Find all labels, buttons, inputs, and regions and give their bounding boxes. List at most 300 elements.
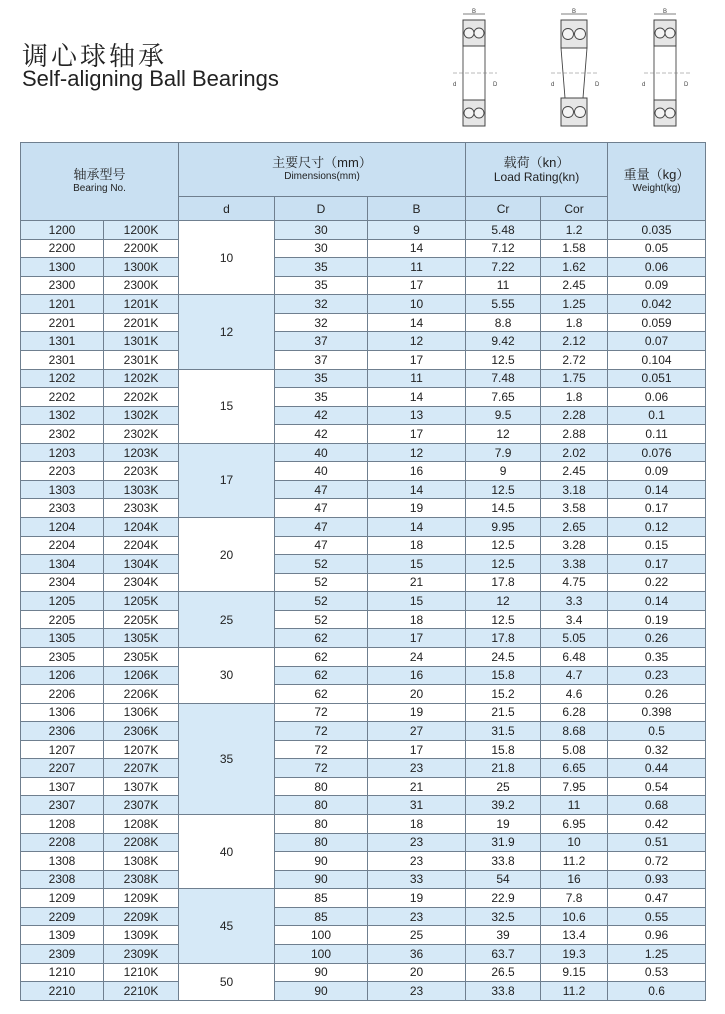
cell-width-B: 12: [368, 443, 466, 462]
cell-bearing-no-k: 1301K: [104, 332, 179, 351]
cell-outer-diameter-D: 90: [275, 852, 368, 871]
cell-load-cr: 63.7: [466, 944, 541, 963]
table-row: [21, 722, 706, 741]
cell-load-cor: 9.15: [541, 963, 608, 982]
cell-weight: 0.19: [608, 610, 706, 629]
header-cr: Cr: [466, 197, 541, 221]
bearing-drawing-3: [640, 6, 702, 136]
table-row: [21, 703, 706, 722]
cell-weight: 0.26: [608, 685, 706, 704]
cell-outer-diameter-D: 80: [275, 796, 368, 815]
table-row: [21, 592, 706, 611]
cell-bearing-no-k: 2309K: [104, 944, 179, 963]
table-row: [21, 647, 706, 666]
cell-load-cor: 5.05: [541, 629, 608, 648]
dim-d-label: d: [453, 82, 457, 88]
cell-width-B: 15: [368, 555, 466, 574]
cell-bearing-no: 1309: [21, 926, 104, 945]
cell-load-cr: 9: [466, 462, 541, 481]
cell-weight: 0.09: [608, 462, 706, 481]
cell-width-B: 11: [368, 369, 466, 388]
cell-bearing-no-k: 1203K: [104, 443, 179, 462]
cell-bearing-no-k: 1300K: [104, 258, 179, 277]
cell-load-cor: 5.08: [541, 740, 608, 759]
cell-outer-diameter-D: 47: [275, 499, 368, 518]
cell-bearing-no: 2300: [21, 276, 104, 295]
cell-width-B: 14: [368, 388, 466, 407]
cell-width-B: 14: [368, 313, 466, 332]
table-row: [21, 666, 706, 685]
cell-load-cr: 21.8: [466, 759, 541, 778]
cell-load-cr: 9.5: [466, 406, 541, 425]
cell-bearing-no-k: 2209K: [104, 907, 179, 926]
cell-load-cor: 6.28: [541, 703, 608, 722]
cell-bearing-no-k: 1207K: [104, 740, 179, 759]
cell-bearing-no-k: 2302K: [104, 425, 179, 444]
cell-bore-d: 35: [179, 703, 275, 814]
cell-bearing-no: 2306: [21, 722, 104, 741]
cell-load-cor: 3.4: [541, 610, 608, 629]
cell-weight: 0.5: [608, 722, 706, 741]
cell-bearing-no-k: 2201K: [104, 313, 179, 332]
cell-outer-diameter-D: 35: [275, 369, 368, 388]
cell-load-cr: 9.42: [466, 332, 541, 351]
title-english: Self-aligning Ball Bearings: [22, 66, 279, 91]
cell-weight: 0.22: [608, 573, 706, 592]
table-row: [21, 870, 706, 889]
cell-load-cr: 5.48: [466, 221, 541, 240]
table-row: [21, 313, 706, 332]
cell-bearing-no-k: 1206K: [104, 666, 179, 685]
cell-weight: 0.55: [608, 907, 706, 926]
cell-load-cor: 8.68: [541, 722, 608, 741]
header-load-rating: [466, 143, 608, 197]
cell-weight: 0.68: [608, 796, 706, 815]
cell-width-B: 25: [368, 926, 466, 945]
cell-width-B: 19: [368, 499, 466, 518]
cell-load-cor: 2.28: [541, 406, 608, 425]
cell-bearing-no-k: 1309K: [104, 926, 179, 945]
cell-load-cr: 14.5: [466, 499, 541, 518]
cell-outer-diameter-D: 30: [275, 239, 368, 258]
cell-load-cor: 4.6: [541, 685, 608, 704]
table-row: [21, 462, 706, 481]
cell-load-cr: 31.5: [466, 722, 541, 741]
cell-bearing-no: 1209: [21, 889, 104, 908]
cell-weight: 0.23: [608, 666, 706, 685]
cell-load-cor: 19.3: [541, 944, 608, 963]
cell-weight: 0.035: [608, 221, 706, 240]
cell-weight: 0.09: [608, 276, 706, 295]
cell-outer-diameter-D: 80: [275, 833, 368, 852]
cell-load-cor: 6.65: [541, 759, 608, 778]
cell-width-B: 36: [368, 944, 466, 963]
table-row: [21, 425, 706, 444]
header-weight-cn: 重量（kg）: [623, 166, 690, 182]
cell-load-cr: 39.2: [466, 796, 541, 815]
cell-bearing-no-k: 2205K: [104, 610, 179, 629]
cell-width-B: 18: [368, 536, 466, 555]
cell-weight: 0.32: [608, 740, 706, 759]
table-row: [21, 982, 706, 1001]
cell-bearing-no: 1204: [21, 518, 104, 537]
cell-width-B: 14: [368, 518, 466, 537]
cell-load-cr: 24.5: [466, 647, 541, 666]
cell-load-cor: 13.4: [541, 926, 608, 945]
cell-weight: 0.14: [608, 592, 706, 611]
cell-bearing-no: 2203: [21, 462, 104, 481]
cell-weight: 0.54: [608, 777, 706, 796]
cell-outer-diameter-D: 30: [275, 221, 368, 240]
cell-weight: 0.26: [608, 629, 706, 648]
cell-load-cor: 3.3: [541, 592, 608, 611]
title-chinese: 调心球轴承: [22, 42, 168, 72]
cell-load-cr: 12.5: [466, 350, 541, 369]
cell-load-cor: 6.95: [541, 815, 608, 834]
cell-outer-diameter-D: 35: [275, 276, 368, 295]
cell-load-cr: 33.8: [466, 982, 541, 1001]
table-row: [21, 629, 706, 648]
cell-bearing-no-k: 2308K: [104, 870, 179, 889]
header-weight-en: Weight(kg): [632, 182, 681, 194]
header-cor: Cor: [541, 197, 608, 221]
cell-width-B: 13: [368, 406, 466, 425]
cell-load-cr: 26.5: [466, 963, 541, 982]
table-row: [21, 555, 706, 574]
cell-weight: 0.06: [608, 258, 706, 277]
cell-outer-diameter-D: 80: [275, 815, 368, 834]
cell-outer-diameter-D: 32: [275, 295, 368, 314]
table-row: [21, 276, 706, 295]
cell-bearing-no: 2309: [21, 944, 104, 963]
cell-weight: 0.51: [608, 833, 706, 852]
cell-bearing-no-k: 2303K: [104, 499, 179, 518]
table-row: [21, 406, 706, 425]
cell-bearing-no: 2201: [21, 313, 104, 332]
header-d: d: [179, 197, 275, 221]
cell-bearing-no: 2206: [21, 685, 104, 704]
cell-bearing-no: 1300: [21, 258, 104, 277]
cell-width-B: 24: [368, 647, 466, 666]
cell-load-cor: 1.25: [541, 295, 608, 314]
cell-outer-diameter-D: 42: [275, 425, 368, 444]
cell-bearing-no: 1304: [21, 555, 104, 574]
cell-bore-d: 45: [179, 889, 275, 963]
cell-load-cr: 22.9: [466, 889, 541, 908]
cell-bearing-no-k: 1205K: [104, 592, 179, 611]
cell-load-cor: 10: [541, 833, 608, 852]
cell-outer-diameter-D: 52: [275, 555, 368, 574]
cell-bearing-no: 2308: [21, 870, 104, 889]
dim-b-label: B: [471, 9, 477, 15]
bearing-spec-table: [20, 142, 706, 1001]
cell-load-cor: 4.75: [541, 573, 608, 592]
cell-load-cor: 2.65: [541, 518, 608, 537]
table-row: [21, 852, 706, 871]
cell-bearing-no-k: 1209K: [104, 889, 179, 908]
cell-bearing-no: 1305: [21, 629, 104, 648]
cell-bearing-no-k: 2210K: [104, 982, 179, 1001]
cell-load-cor: 4.7: [541, 666, 608, 685]
header-bearing-no: [21, 143, 179, 221]
cell-load-cr: 7.12: [466, 239, 541, 258]
cell-weight: 0.35: [608, 647, 706, 666]
cell-load-cr: 12.5: [466, 480, 541, 499]
cell-load-cor: 1.8: [541, 313, 608, 332]
cell-load-cr: 9.95: [466, 518, 541, 537]
cell-bearing-no-k: 2204K: [104, 536, 179, 555]
cell-load-cor: 1.2: [541, 221, 608, 240]
cell-load-cor: 11.2: [541, 982, 608, 1001]
cell-bearing-no-k: 2202K: [104, 388, 179, 407]
cell-load-cr: 11: [466, 276, 541, 295]
cell-load-cor: 3.28: [541, 536, 608, 555]
cell-width-B: 17: [368, 350, 466, 369]
bearing-drawing-1: [445, 6, 507, 136]
cell-width-B: 19: [368, 889, 466, 908]
table-row: [21, 221, 706, 240]
cell-load-cr: 12.5: [466, 610, 541, 629]
cell-bore-d: 17: [179, 443, 275, 517]
cell-bearing-no: 2305: [21, 647, 104, 666]
cell-bore-d: 12: [179, 295, 275, 369]
cell-load-cr: 17.8: [466, 573, 541, 592]
cell-outer-diameter-D: 90: [275, 870, 368, 889]
cell-weight: 0.051: [608, 369, 706, 388]
cell-load-cr: 15.8: [466, 740, 541, 759]
cell-weight: 0.15: [608, 536, 706, 555]
cell-bearing-no: 1203: [21, 443, 104, 462]
cell-load-cor: 10.6: [541, 907, 608, 926]
cell-bearing-no: 1207: [21, 740, 104, 759]
cell-outer-diameter-D: 62: [275, 629, 368, 648]
table-row: [21, 963, 706, 982]
table-row: [21, 239, 706, 258]
cell-weight: 0.17: [608, 499, 706, 518]
cell-weight: 0.11: [608, 425, 706, 444]
cell-bearing-no: 2202: [21, 388, 104, 407]
dim-d-label: d: [642, 82, 646, 88]
cell-outer-diameter-D: 52: [275, 573, 368, 592]
cell-bearing-no-k: 1304K: [104, 555, 179, 574]
table-row: [21, 480, 706, 499]
cell-bearing-no-k: 2304K: [104, 573, 179, 592]
table-row: [21, 833, 706, 852]
cell-bore-d: 10: [179, 221, 275, 295]
cell-bearing-no: 1306: [21, 703, 104, 722]
table-row: [21, 926, 706, 945]
cell-weight: 0.53: [608, 963, 706, 982]
bearing-drawing-2: [545, 6, 607, 136]
cell-load-cor: 3.18: [541, 480, 608, 499]
cell-bore-d: 30: [179, 647, 275, 703]
cell-bearing-no: 1205: [21, 592, 104, 611]
cell-bore-d: 20: [179, 518, 275, 592]
table-row: [21, 889, 706, 908]
cell-width-B: 23: [368, 982, 466, 1001]
table-row: [21, 295, 706, 314]
cell-bearing-no: 2205: [21, 610, 104, 629]
cell-bearing-no-k: 1201K: [104, 295, 179, 314]
cell-outer-diameter-D: 37: [275, 332, 368, 351]
header-dimensions-en: Dimensions(mm): [284, 170, 360, 182]
table-row: [21, 944, 706, 963]
cell-outer-diameter-D: 72: [275, 759, 368, 778]
table-row: [21, 815, 706, 834]
table-row: [21, 536, 706, 555]
cell-bearing-no: 2208: [21, 833, 104, 852]
cell-load-cor: 11.2: [541, 852, 608, 871]
cell-outer-diameter-D: 35: [275, 258, 368, 277]
cell-outer-diameter-D: 62: [275, 666, 368, 685]
cell-load-cr: 12: [466, 592, 541, 611]
cell-width-B: 31: [368, 796, 466, 815]
cell-width-B: 12: [368, 332, 466, 351]
cell-bearing-no-k: 1306K: [104, 703, 179, 722]
cell-load-cr: 25: [466, 777, 541, 796]
cell-bearing-no-k: 1302K: [104, 406, 179, 425]
cell-bore-d: 50: [179, 963, 275, 1001]
cell-bearing-no: 1302: [21, 406, 104, 425]
cell-load-cr: 15.8: [466, 666, 541, 685]
cell-bearing-no-k: 1210K: [104, 963, 179, 982]
cell-load-cor: 7.8: [541, 889, 608, 908]
cell-weight: 0.104: [608, 350, 706, 369]
cell-width-B: 17: [368, 425, 466, 444]
cell-weight: 0.14: [608, 480, 706, 499]
table-row: [21, 388, 706, 407]
cell-weight: 0.72: [608, 852, 706, 871]
header-B-width: B: [368, 197, 466, 221]
cell-load-cr: 7.65: [466, 388, 541, 407]
cell-outer-diameter-D: 52: [275, 592, 368, 611]
table-row: [21, 499, 706, 518]
dim-D-label: D: [684, 82, 689, 88]
cell-bearing-no-k: 2300K: [104, 276, 179, 295]
table-row: [21, 350, 706, 369]
cell-weight: 0.398: [608, 703, 706, 722]
header-bearing-no-cn: 轴承型号: [73, 166, 126, 182]
cell-outer-diameter-D: 47: [275, 536, 368, 555]
cell-bearing-no: 1307: [21, 777, 104, 796]
cell-bearing-no: 1208: [21, 815, 104, 834]
cell-bearing-no-k: 1308K: [104, 852, 179, 871]
cell-load-cor: 16: [541, 870, 608, 889]
cell-bearing-no: 2207: [21, 759, 104, 778]
cell-bearing-no-k: 2301K: [104, 350, 179, 369]
cell-bearing-no: 2301: [21, 350, 104, 369]
cell-load-cor: 2.88: [541, 425, 608, 444]
cell-bearing-no-k: 1307K: [104, 777, 179, 796]
cell-bearing-no: 1202: [21, 369, 104, 388]
cell-bore-d: 15: [179, 369, 275, 443]
cell-outer-diameter-D: 90: [275, 982, 368, 1001]
cell-bearing-no-k: 2203K: [104, 462, 179, 481]
cell-weight: 0.96: [608, 926, 706, 945]
cell-load-cr: 32.5: [466, 907, 541, 926]
cell-width-B: 33: [368, 870, 466, 889]
header-dimensions-cn: 主要尺寸（mm）: [272, 154, 372, 170]
cell-bore-d: 25: [179, 592, 275, 648]
cell-bearing-no: 2303: [21, 499, 104, 518]
cell-weight: 0.93: [608, 870, 706, 889]
cell-width-B: 20: [368, 963, 466, 982]
header-load-en: Load Rating(kn): [493, 169, 580, 184]
cell-bore-d: 40: [179, 815, 275, 889]
cell-width-B: 15: [368, 592, 466, 611]
cell-width-B: 21: [368, 777, 466, 796]
cell-load-cr: 15.2: [466, 685, 541, 704]
cell-width-B: 21: [368, 573, 466, 592]
cell-width-B: 23: [368, 852, 466, 871]
cell-outer-diameter-D: 100: [275, 926, 368, 945]
table-row: [21, 685, 706, 704]
cell-weight: 0.059: [608, 313, 706, 332]
table-row: [21, 759, 706, 778]
cell-bearing-no: 1301: [21, 332, 104, 351]
dim-D-label: D: [595, 82, 600, 88]
cell-bearing-no-k: 1208K: [104, 815, 179, 834]
cell-weight: 0.12: [608, 518, 706, 537]
cell-weight: 0.47: [608, 889, 706, 908]
cell-load-cor: 1.62: [541, 258, 608, 277]
cell-weight: 0.06: [608, 388, 706, 407]
cell-bearing-no: 2304: [21, 573, 104, 592]
cell-outer-diameter-D: 85: [275, 907, 368, 926]
cell-width-B: 23: [368, 759, 466, 778]
table-row: [21, 907, 706, 926]
dim-b-label: B: [571, 9, 577, 15]
cell-bearing-no-k: 2306K: [104, 722, 179, 741]
cell-load-cr: 39: [466, 926, 541, 945]
cell-bearing-no: 2307: [21, 796, 104, 815]
table-row: [21, 443, 706, 462]
cell-width-B: 18: [368, 815, 466, 834]
cell-outer-diameter-D: 72: [275, 722, 368, 741]
cell-width-B: 16: [368, 462, 466, 481]
cell-weight: 0.42: [608, 815, 706, 834]
cell-width-B: 16: [368, 666, 466, 685]
table-row: [21, 740, 706, 759]
cell-load-cor: 2.12: [541, 332, 608, 351]
header-weight: [608, 143, 706, 221]
cell-load-cor: 1.75: [541, 369, 608, 388]
cell-load-cor: 2.45: [541, 462, 608, 481]
cell-width-B: 14: [368, 480, 466, 499]
cell-outer-diameter-D: 80: [275, 777, 368, 796]
cell-weight: 0.44: [608, 759, 706, 778]
cell-bearing-no: 1210: [21, 963, 104, 982]
cell-load-cor: 2.72: [541, 350, 608, 369]
cell-weight: 0.07: [608, 332, 706, 351]
cell-weight: 0.6: [608, 982, 706, 1001]
cell-load-cor: 1.8: [541, 388, 608, 407]
cell-load-cor: 2.02: [541, 443, 608, 462]
cell-bearing-no-k: 2206K: [104, 685, 179, 704]
cell-weight: 0.05: [608, 239, 706, 258]
cell-load-cr: 12.5: [466, 555, 541, 574]
cell-load-cr: 8.8: [466, 313, 541, 332]
cell-outer-diameter-D: 42: [275, 406, 368, 425]
cell-load-cr: 19: [466, 815, 541, 834]
cell-outer-diameter-D: 47: [275, 518, 368, 537]
cell-width-B: 17: [368, 740, 466, 759]
dim-D-label: D: [493, 82, 498, 88]
cell-bearing-no: 2302: [21, 425, 104, 444]
cell-outer-diameter-D: 40: [275, 462, 368, 481]
cell-load-cor: 1.58: [541, 239, 608, 258]
table-row: [21, 573, 706, 592]
